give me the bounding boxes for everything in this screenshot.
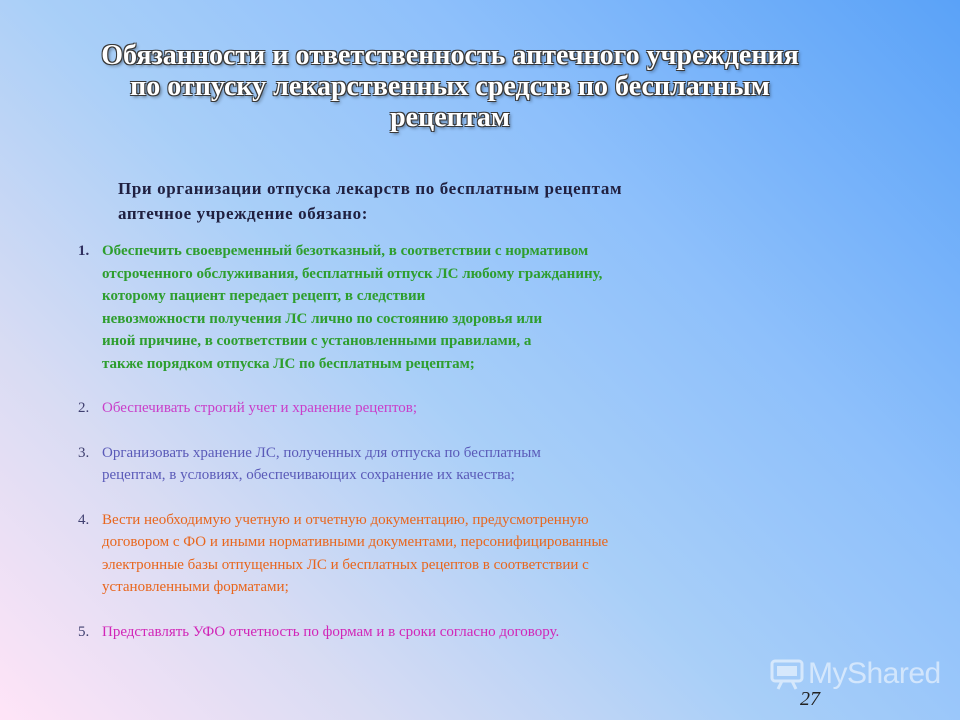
title-line: Обязанности и ответственность аптечного учреждения [101, 40, 799, 71]
item-line: договором с ФО и иными нормативными документами, персонифицированные [102, 534, 609, 550]
item-line: Представлять УФО отчетность по формам и в сроки согласно договору. [102, 623, 560, 640]
item-line: Вести необходимую учетную и отчетную документацию, предусмотренную [102, 511, 589, 528]
slide-title [90, 40, 810, 133]
list-item [78, 442, 758, 487]
list-item [78, 397, 758, 420]
item-number: 4. [78, 511, 90, 528]
item-line: Обеспечивать строгий учет и хранение рецептов; [102, 400, 418, 416]
intro-line: При организации отпуска лекарств по бесплатным рецептам [118, 179, 623, 198]
item-line: электронные базы отпущенных ЛС и бесплатных рецептов в соответствии с [102, 556, 589, 573]
list-item [78, 509, 758, 599]
item-number: 2. [78, 400, 90, 416]
list-item [78, 621, 758, 644]
watermark-logo [770, 654, 941, 694]
item-line: установленными форматами; [102, 579, 289, 595]
item-line: также порядком отпуска ЛС по бесплатным рецептам; [102, 355, 475, 372]
intro-text [118, 176, 758, 226]
item-line: отсроченного обслуживания, бесплатный отпуск ЛС любому гражданину, [102, 265, 603, 282]
item-line: Организовать хранение ЛС, полученных для отпуска по бесплатным [102, 444, 541, 461]
item-line: невозможности получения ЛС лично по состоянию здоровья или [102, 310, 543, 327]
item-line: рецептам, в условиях, обеспечивающих сохранение их качества; [102, 467, 515, 483]
list-item [78, 240, 758, 375]
item-number: 1. [78, 243, 90, 259]
title-line: рецептам [390, 102, 510, 133]
intro-line: аптечное учреждение обязано: [118, 204, 369, 223]
watermark-text: MyShared [808, 657, 941, 690]
item-line: которому пациент передает рецепт, в следствии [102, 288, 426, 304]
duties-list [78, 240, 758, 665]
page-number: 27 [800, 688, 820, 710]
item-number: 3. [78, 444, 90, 461]
item-number: 5. [78, 623, 90, 640]
presentation-board-icon [770, 657, 804, 691]
item-line: Обеспечить своевременный безотказный, в соответствии с нормативом [102, 243, 589, 259]
item-line: иной причине, в соответствии с установленными правилами, а [102, 333, 532, 349]
title-line: по отпуску лекарственных средств по бесплатным [130, 71, 770, 102]
